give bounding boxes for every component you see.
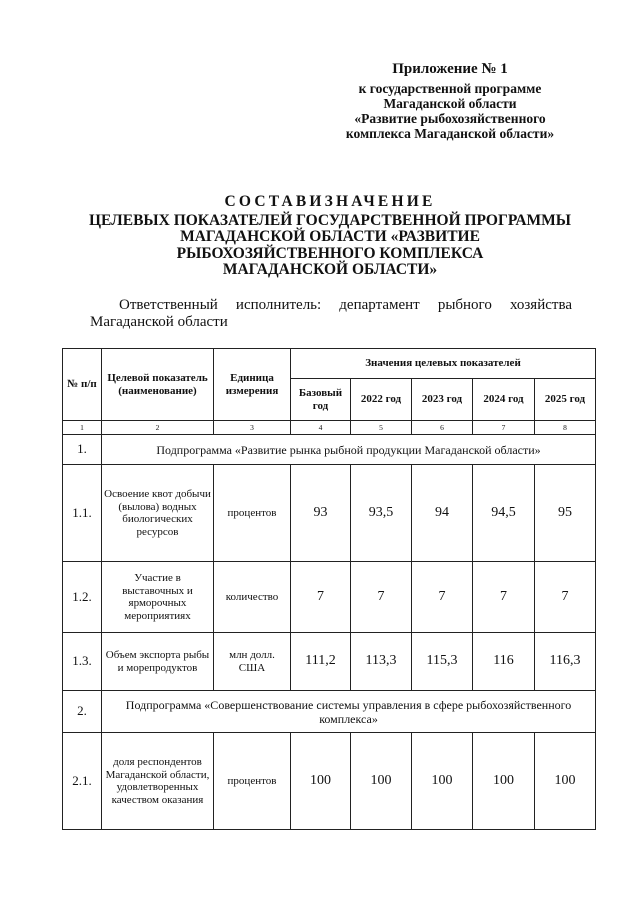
column-number: 5 bbox=[351, 421, 412, 435]
header-year-2023: 2023 год bbox=[412, 379, 473, 421]
row-value: 7 bbox=[351, 562, 412, 633]
header-base-year: Базовый год bbox=[291, 379, 351, 421]
row-indicator: Участие в выставочных и ярморочных мероприятиях bbox=[102, 562, 214, 633]
row-value: 100 bbox=[351, 733, 412, 830]
column-number: 7 bbox=[473, 421, 535, 435]
document-title bbox=[60, 194, 600, 279]
appendix-line: Магаданской области bbox=[383, 96, 517, 111]
row-num: 1.1. bbox=[63, 465, 102, 562]
table-row bbox=[63, 633, 596, 691]
row-value: 111,2 bbox=[291, 633, 351, 691]
appendix-line: комплекса Магаданской области» bbox=[345, 126, 555, 141]
row-indicator: Объем экспорта рыбы и морепродуктов bbox=[102, 633, 214, 691]
table-row bbox=[63, 562, 596, 633]
column-numbers-row bbox=[63, 421, 596, 435]
header-year-2024: 2024 год bbox=[473, 379, 535, 421]
row-value: 94 bbox=[412, 465, 473, 562]
table-row bbox=[63, 465, 596, 562]
row-unit: количество bbox=[214, 562, 291, 633]
row-value: 115,3 bbox=[412, 633, 473, 691]
title-line: МАГАДАНСКОЙ ОБЛАСТИ» bbox=[222, 261, 438, 278]
title-line: МАГАДАНСКОЙ ОБЛАСТИ «РАЗВИТИЕ bbox=[180, 228, 480, 245]
title-line: ЦЕЛЕВЫХ ПОКАЗАТЕЛЕЙ ГОСУДАРСТВЕННОЙ ПРОГРАММЫ bbox=[88, 211, 572, 229]
responsible-line: Ответственный исполнитель: департамент рыбного хозяйства bbox=[119, 297, 572, 313]
column-number: 3 bbox=[214, 421, 291, 435]
row-value: 7 bbox=[412, 562, 473, 633]
appendix-block bbox=[300, 62, 600, 141]
row-num: 1.2. bbox=[63, 562, 102, 633]
header-year-2022: 2022 год bbox=[351, 379, 412, 421]
row-unit: млн долл. США bbox=[214, 633, 291, 691]
title-line: СОСТАВИЗНАЧЕНИЕ bbox=[224, 193, 436, 210]
row-value: 100 bbox=[535, 733, 596, 830]
row-value: 94,5 bbox=[473, 465, 535, 562]
subprogram-row bbox=[63, 435, 596, 465]
row-value: 116 bbox=[473, 633, 535, 691]
row-unit: процентов bbox=[214, 465, 291, 562]
row-value: 7 bbox=[535, 562, 596, 633]
header-values-group: Значения целевых показателей bbox=[291, 349, 596, 379]
subprogram-title: Подпрограмма «Развитие рынка рыбной продукции Магаданской области» bbox=[102, 435, 596, 465]
appendix-line: «Развитие рыбохозяйственного bbox=[354, 111, 546, 126]
row-unit: процентов bbox=[214, 733, 291, 830]
subprogram-row bbox=[63, 691, 596, 733]
row-value: 116,3 bbox=[535, 633, 596, 691]
responsible-line: Магаданской области bbox=[90, 314, 228, 330]
row-value: 100 bbox=[291, 733, 351, 830]
subprogram-num: 2. bbox=[63, 691, 102, 733]
row-value: 95 bbox=[535, 465, 596, 562]
appendix-title: Приложение № 1 bbox=[392, 61, 508, 77]
row-indicator: Освоение квот добычи (вылова) водных биологических ресурсов bbox=[102, 465, 214, 562]
title-line: РЫБОХОЗЯЙСТВЕННОГО КОМПЛЕКСА bbox=[176, 244, 484, 262]
indicators-table bbox=[62, 348, 596, 830]
row-value: 7 bbox=[291, 562, 351, 633]
column-number: 2 bbox=[102, 421, 214, 435]
table-row bbox=[63, 733, 596, 830]
row-value: 113,3 bbox=[351, 633, 412, 691]
row-value: 7 bbox=[473, 562, 535, 633]
row-num: 1.3. bbox=[63, 633, 102, 691]
header-unit: Единица измерения bbox=[214, 349, 291, 421]
responsible-executor bbox=[90, 297, 572, 331]
column-number: 8 bbox=[535, 421, 596, 435]
row-num: 2.1. bbox=[63, 733, 102, 830]
row-value: 93 bbox=[291, 465, 351, 562]
column-number: 6 bbox=[412, 421, 473, 435]
header-year-2025: 2025 год bbox=[535, 379, 596, 421]
row-value: 100 bbox=[473, 733, 535, 830]
header-num: № п/п bbox=[63, 349, 102, 421]
column-number: 4 bbox=[291, 421, 351, 435]
row-value: 93,5 bbox=[351, 465, 412, 562]
row-value: 100 bbox=[412, 733, 473, 830]
appendix-line: к государственной программе bbox=[358, 81, 542, 96]
row-indicator: доля респондентов Магаданской области, удовлетворенных качеством оказания bbox=[102, 733, 214, 830]
header-indicator: Целевой показатель (наименование) bbox=[102, 349, 214, 421]
column-number: 1 bbox=[63, 421, 102, 435]
header-row bbox=[63, 349, 596, 379]
subprogram-title: Подпрограмма «Совершенствование системы управления в сфере рыбохозяйственного комплекса» bbox=[102, 691, 596, 733]
subprogram-num: 1. bbox=[63, 435, 102, 465]
